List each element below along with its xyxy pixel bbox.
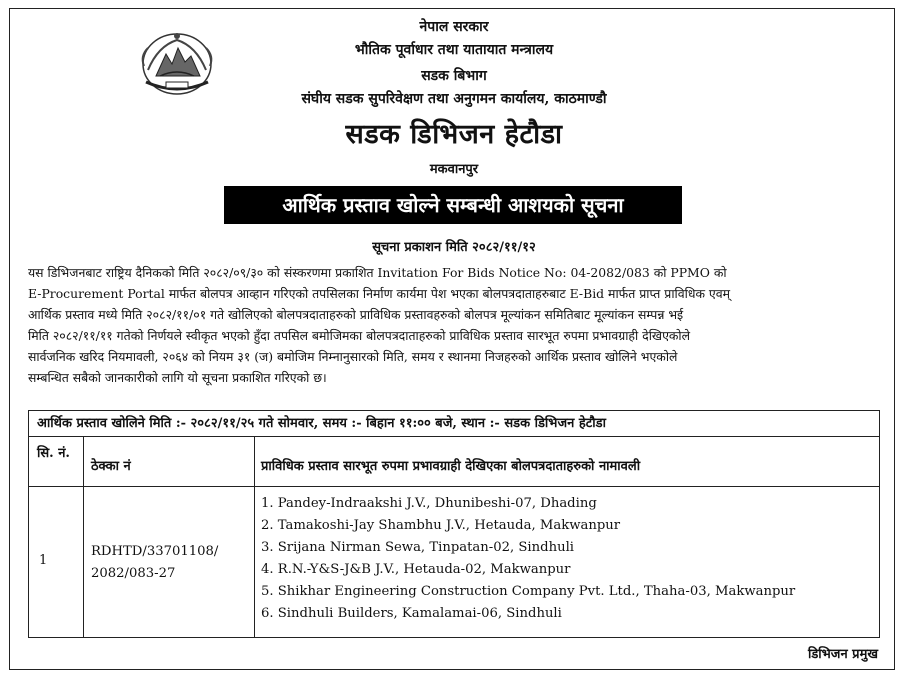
bidders-table [28, 410, 880, 638]
contract-line: RDHTD/33701108/ [91, 544, 219, 559]
notice-title-banner: आर्थिक प्रस्ताव खोल्ने सम्बन्धी आशयको सूचना [224, 186, 682, 224]
header-district: मकवानपुर [429, 162, 479, 177]
col-header-serial: सि. नं. [37, 446, 70, 461]
column-divider [254, 437, 255, 637]
publication-date: सूचना प्रकाशन मिति २०८२/११/१२ [372, 240, 536, 255]
header-government: नेपाल सरकार [419, 19, 489, 35]
col-header-bidders: प्राविधिक प्रस्ताव सारभूत रुपमा प्रभावग्राही देखिएका बोलपत्रदाताहरुको नामावली [261, 459, 641, 474]
column-divider [83, 437, 84, 637]
header-department: सडक बिभाग [421, 68, 487, 84]
list-item: 4. R.N.-Y&S-J&B J.V., Hetauda-02, Makwanpur [261, 562, 571, 577]
body-line: यस डिभिजनबाट राष्ट्रिय दैनिकको मिति २०८२/०९/३० को संस्करणमा प्रकाशित Invitation For Bids Notice No: 04-2082/083 को PPMO को [28, 265, 727, 280]
notice-body [28, 262, 880, 388]
header-office-name: सडक डिभिजन हेटौडा [345, 119, 563, 150]
col-header-contract: ठेक्का नं [91, 459, 131, 474]
body-line: आर्थिक प्रस्ताव मध्ये मिति २०८२/११/०१ गते खोलिएको बोलपत्रदाताहरुको प्राविधिक प्रस्तावहरुको बोलपत्र मूल्यांकन समितिबाट मूल्यांकन सम्पन्न भई [28, 307, 684, 322]
body-line: मिति २०८२/११/११ गतेको निर्णयले स्वीकृत भएको हुँदा तपसिल बमोजिमका बोलपत्रदाताहरुको प्राविधिक प्रस्ताव सारभूत रुपमा प्रभावग्राही देखिएकोले [28, 328, 691, 343]
row-serial: 1 [39, 553, 48, 568]
body-line: E-Procurement Portal मार्फत बोलपत्र आव्हान गरिएको तपसिलका निर्माण कार्यमा पेश भएका बोलपत्रदाताहरुबाट E-Bid मार्फत प्राप्त प्राविधिक एवम् [28, 286, 731, 301]
list-item: 1. Pandey-Indraakshi J.V., Dhunibeshi-07, Dhading [261, 496, 597, 511]
header-divider [29, 486, 879, 487]
list-item: 3. Srijana Nirman Sewa, Tinpatan-02, Sindhuli [261, 540, 575, 555]
row-contract-number [91, 541, 218, 585]
opening-info-row: आर्थिक प्रस्ताव खोलिने मिति :- २०८२/११/२५ गते सोमवार, समय :- बिहान ११:०० बजे, स्थान :- सडक डिभिजन हेटौडा [29, 411, 879, 437]
contract-line: 2082/083-27 [91, 566, 176, 581]
nepal-emblem-icon [138, 26, 216, 98]
header-ministry: भौतिक पूर्वाधार तथा यातायात मन्त्रालय [354, 42, 554, 58]
body-line: सार्वजनिक खरिद नियमावली, २०६४ को नियम ३१ (ज) बमोजिम निम्नानुसारको मिति, समय र स्थानमा निजहरुको आर्थिक प्रस्ताव खोलिने भएकोले [28, 349, 678, 364]
bidders-list [261, 493, 795, 625]
list-item: 5. Shikhar Engineering Construction Company Pvt. Ltd., Thaha-03, Makwanpur [261, 584, 796, 599]
list-item: 6. Sindhuli Builders, Kamalamai-06, Sindhuli [261, 606, 562, 621]
header-federal-office: संघीय सडक सुपरिवेक्षण तथा अनुगमन कार्यालय, काठमाण्डौ [301, 91, 607, 107]
body-line: सम्बन्धित सबैको जानकारीको लागि यो सूचना प्रकाशित गरिएको छ। [28, 370, 327, 385]
signature-title: डिभिजन प्रमुख [807, 647, 878, 662]
list-item: 2. Tamakoshi-Jay Shambhu J.V., Hetauda, Makwanpur [261, 518, 621, 533]
